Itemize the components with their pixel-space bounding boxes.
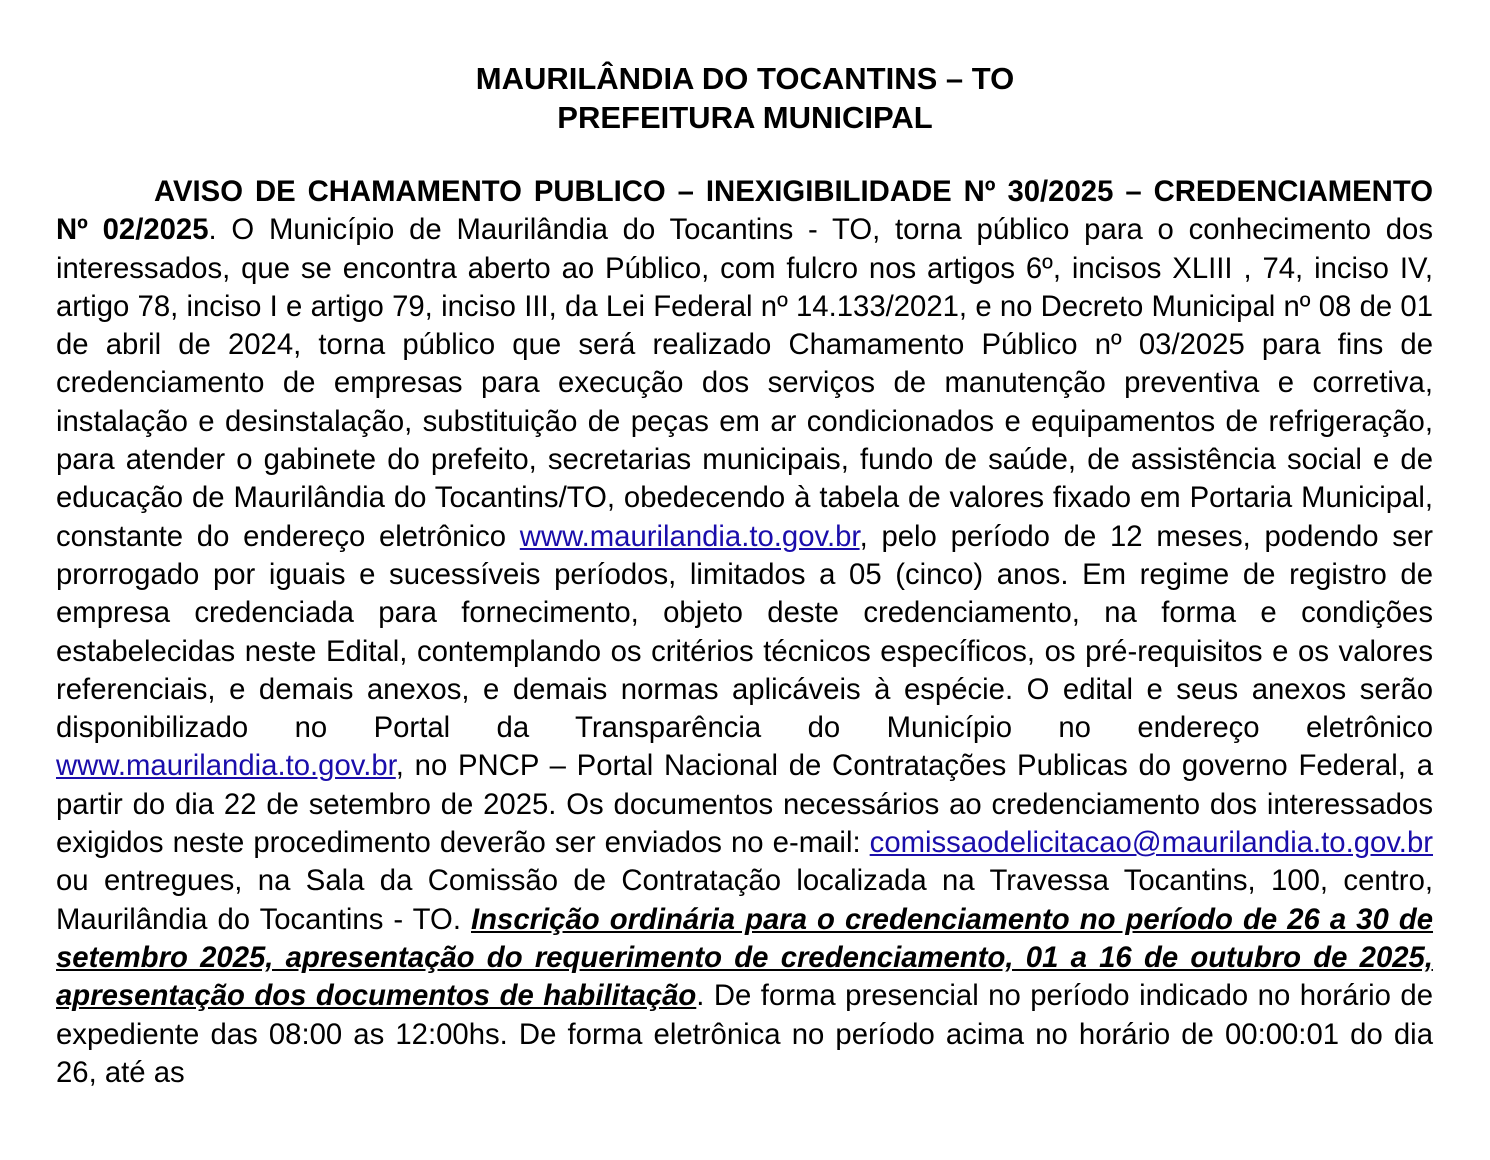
- transparency-portal-link[interactable]: www.maurilandia.to.gov.br: [56, 749, 396, 783]
- notice-text-4: ou entregues, na Sala da Comissão de Contratação localizada na Travessa Tocantins, 100, centro, Maurilândia do Tocantins - TO.: [56, 864, 1433, 936]
- commission-email-link[interactable]: comissaodelicitacao@maurilandia.to.gov.br: [869, 826, 1433, 860]
- notice-text-1: . O Município de Maurilândia do Tocantins - TO, torna público para o conhecimento dos interessados, que se encontra aberto ao Público, com fulcro nos artigos 6º, incisos XLIII , 74, inciso IV, artigo 78, inciso I e artigo 79, inciso III, da Lei Federal nº 14.133/2021, e no Decreto Municipal nº 08 de 01 de abril de 2024, torna público que será realizado Chamamento Público nº 03/2025 para fins de credenciamento de empresas para execução dos serviços de manutenção preventiva e corretiva, instalação e desinstalação, substituição de peças em ar condicionados e equipamentos de refrigeração, para atender o gabinete do prefeito, secretarias municipais, fundo de saúde, de assistência social e de educação de Maurilândia do Tocantins/TO, obedecendo à tabela de valores fixado em Portaria Municipal, constante do endereço eletrônico: [56, 213, 1433, 553]
- municipality-website-link[interactable]: www.maurilandia.to.gov.br: [519, 519, 860, 553]
- notice-title: AVISO DE CHAMAMENTO PUBLICO – INEXIGIBILIDADE Nº 30/2025 – CREDENCIAMENTO Nº 02/2025: [56, 175, 1433, 247]
- prefecture-title: PREFEITURA MUNICIPAL: [557, 100, 933, 135]
- notice-text-3: , no PNCP – Portal Nacional de Contratações Publicas do governo Federal, a partir do dia 22 de setembro de 2025. Os documentos necessários ao credenciamento dos interessados exigidos neste procedimento deverão ser enviados no e-mail:: [56, 749, 1433, 860]
- municipality-title: MAURILÂNDIA DO TOCANTINS – TO: [475, 61, 1015, 96]
- document-header: [0, 59, 1490, 137]
- registration-deadline: Inscrição ordinária para o credenciamento no período de 26 a 30 de setembro 2025, apresentação do requerimento de credenciamento, 01 a 16 de outubro de 2025, apresentação dos documentos de habilitação: [56, 902, 1434, 1013]
- notice-text-5: . De forma presencial no período indicado no horário de expediente das 08:00 as 12:00hs. De forma eletrônica no período acima no horário de 00:00:01 do dia 26, até as: [56, 979, 1433, 1089]
- notice-text-2: , pelo período de 12 meses, podendo ser prorrogado por iguais e sucessíveis períodos, limitados a 05 (cinco) anos. Em regime de registro de empresa credenciada para fornecimento, objeto deste credenciamento, na forma e condições estabelecidas neste Edital, contemplando os critérios técnicos específicos, os pré-requisitos e os valores referenciais, e demais anexos, e demais normas aplicáveis à espécie. O edital e seus anexos serão disponibilizado no Portal da Transparência do Município no endereço eletrônico: [56, 519, 1433, 745]
- notice-body: [56, 173, 1433, 1092]
